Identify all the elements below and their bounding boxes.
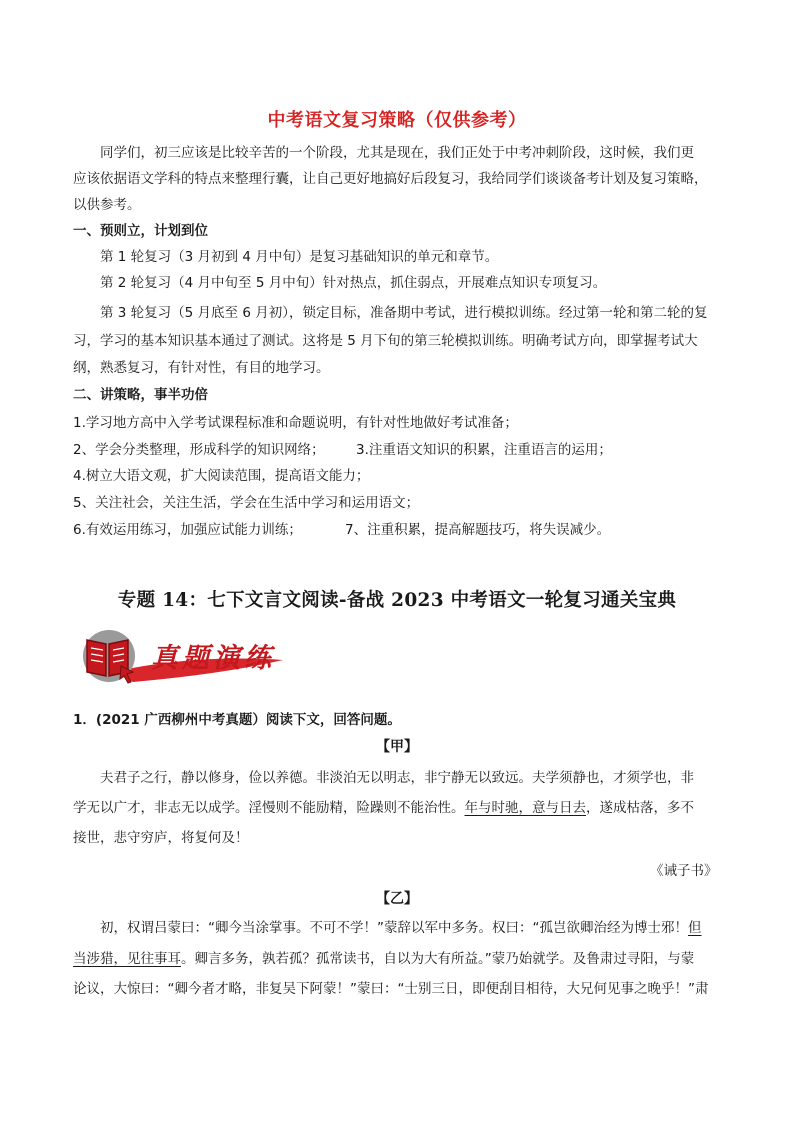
section-heading: 一、预则立，计划到位 (73, 223, 208, 239)
underlined-phrase: 年与时驰，意与日去 (464, 800, 586, 816)
passage-line: 夫君子之行，静以修身，俭以养德。非淡泊无以明志，非宁静无以致远。夫学须静也，才须学也，非 (100, 770, 694, 786)
passage-line: 初，权谓吕蒙曰：“卿今当涂掌事。不可不学！”蒙辞以军中多务。权曰：“孤岂欲卿治经为博士邪！但 (100, 920, 702, 936)
topic-title: 专题 14：七下文言文阅读-备战 2023 中考语文一轮复习通关宝典 (117, 590, 677, 611)
paragraph-line: 第 3 轮复习（5 月底至 6 月初），锁定目标，准备期中考试，进行模拟训练。经过第一轮和第二轮的复 (100, 305, 708, 321)
list-item: 4.树立大语文观，扩大阅读范围，提高语文能力； (73, 468, 370, 484)
list-item: 1.学习地方高中入学考试课程标准和命题说明，有针对性地做好考试准备； (73, 415, 518, 431)
page-title: 中考语文复习策略（仅供参考） (267, 110, 527, 131)
underlined-phrase: 但 (687, 920, 702, 936)
paragraph-line: 第 1 轮复习（3 月初到 4 月中旬）是复习基础知识的单元和章节。 (100, 249, 499, 265)
paragraph-line: 纲，熟悉复习，有针对性，有目的地学习。 (73, 360, 330, 376)
passage-line: 学无以广才，非志无以成学。淫慢则不能励精，险躁则不能治性。年与时驰，意与日去，遂成枯落，多不 (73, 800, 694, 816)
passage-line: 当涉猎，见往事耳。卿言多务，孰若孤？孤常读书，自以为大有所益。”蒙乃始就学。及鲁肃过寻阳，与蒙 (73, 951, 695, 967)
underlined-phrase: 当涉猎，见往事耳 (73, 951, 181, 967)
list-item: 6.有效运用练习，加强应试能力训练； (73, 522, 302, 538)
intro-line: 同学们，初三应该是比较辛苦的一个阶段，尤其是现在，我们正处于中考冲刺阶段，这时候，我们更 (100, 145, 694, 161)
paragraph-line: 习，学习的基本知识基本通过了测试。这将是 5 月下旬的第三轮模拟训练。明确考试方向，即掌握考试大 (73, 333, 698, 349)
passage-source: 《诫子书》 (650, 863, 718, 879)
question-label: 1．(2021 广西柳州中考真题）阅读下文，回答问题。 (73, 712, 401, 728)
intro-line: 以供参考。 (73, 197, 141, 213)
section-heading: 二、讲策略，事半功倍 (73, 387, 208, 403)
list-item: 7、注重积累，提高解题技巧，将失误减少。 (345, 522, 611, 538)
banner-label: 真题演练 (151, 643, 275, 674)
section-banner (73, 626, 293, 688)
list-item: 3.注重语文知识的积累，注重语言的运用； (356, 442, 612, 458)
list-item: 5、关注社会，关注生活，学会在生活中学习和运用语文； (73, 495, 420, 511)
list-item: 2、学会分类整理，形成科学的知识网络； (73, 442, 325, 458)
paragraph-line: 第 2 轮复习（4 月中旬至 5 月中旬）针对热点，抓住弱点，开展难点知识专项复习。 (100, 275, 607, 291)
passage-label-yi: 【乙】 (376, 891, 418, 907)
intro-line: 应该依据语文学科的特点来整理行囊，让自己更好地搞好后段复习，我给同学们谈谈备考计划及复习策略， (73, 171, 708, 187)
passage-line: 接世，悲守穷庐，将复何及！ (73, 830, 249, 846)
passage-line: 论议，大惊曰：“卿今者才略，非复吴下阿蒙！”蒙曰：“士别三日，即便刮目相待，大兄何见事之晚乎！”肃 (73, 981, 709, 997)
passage-label-jia: 【甲】 (376, 739, 418, 755)
